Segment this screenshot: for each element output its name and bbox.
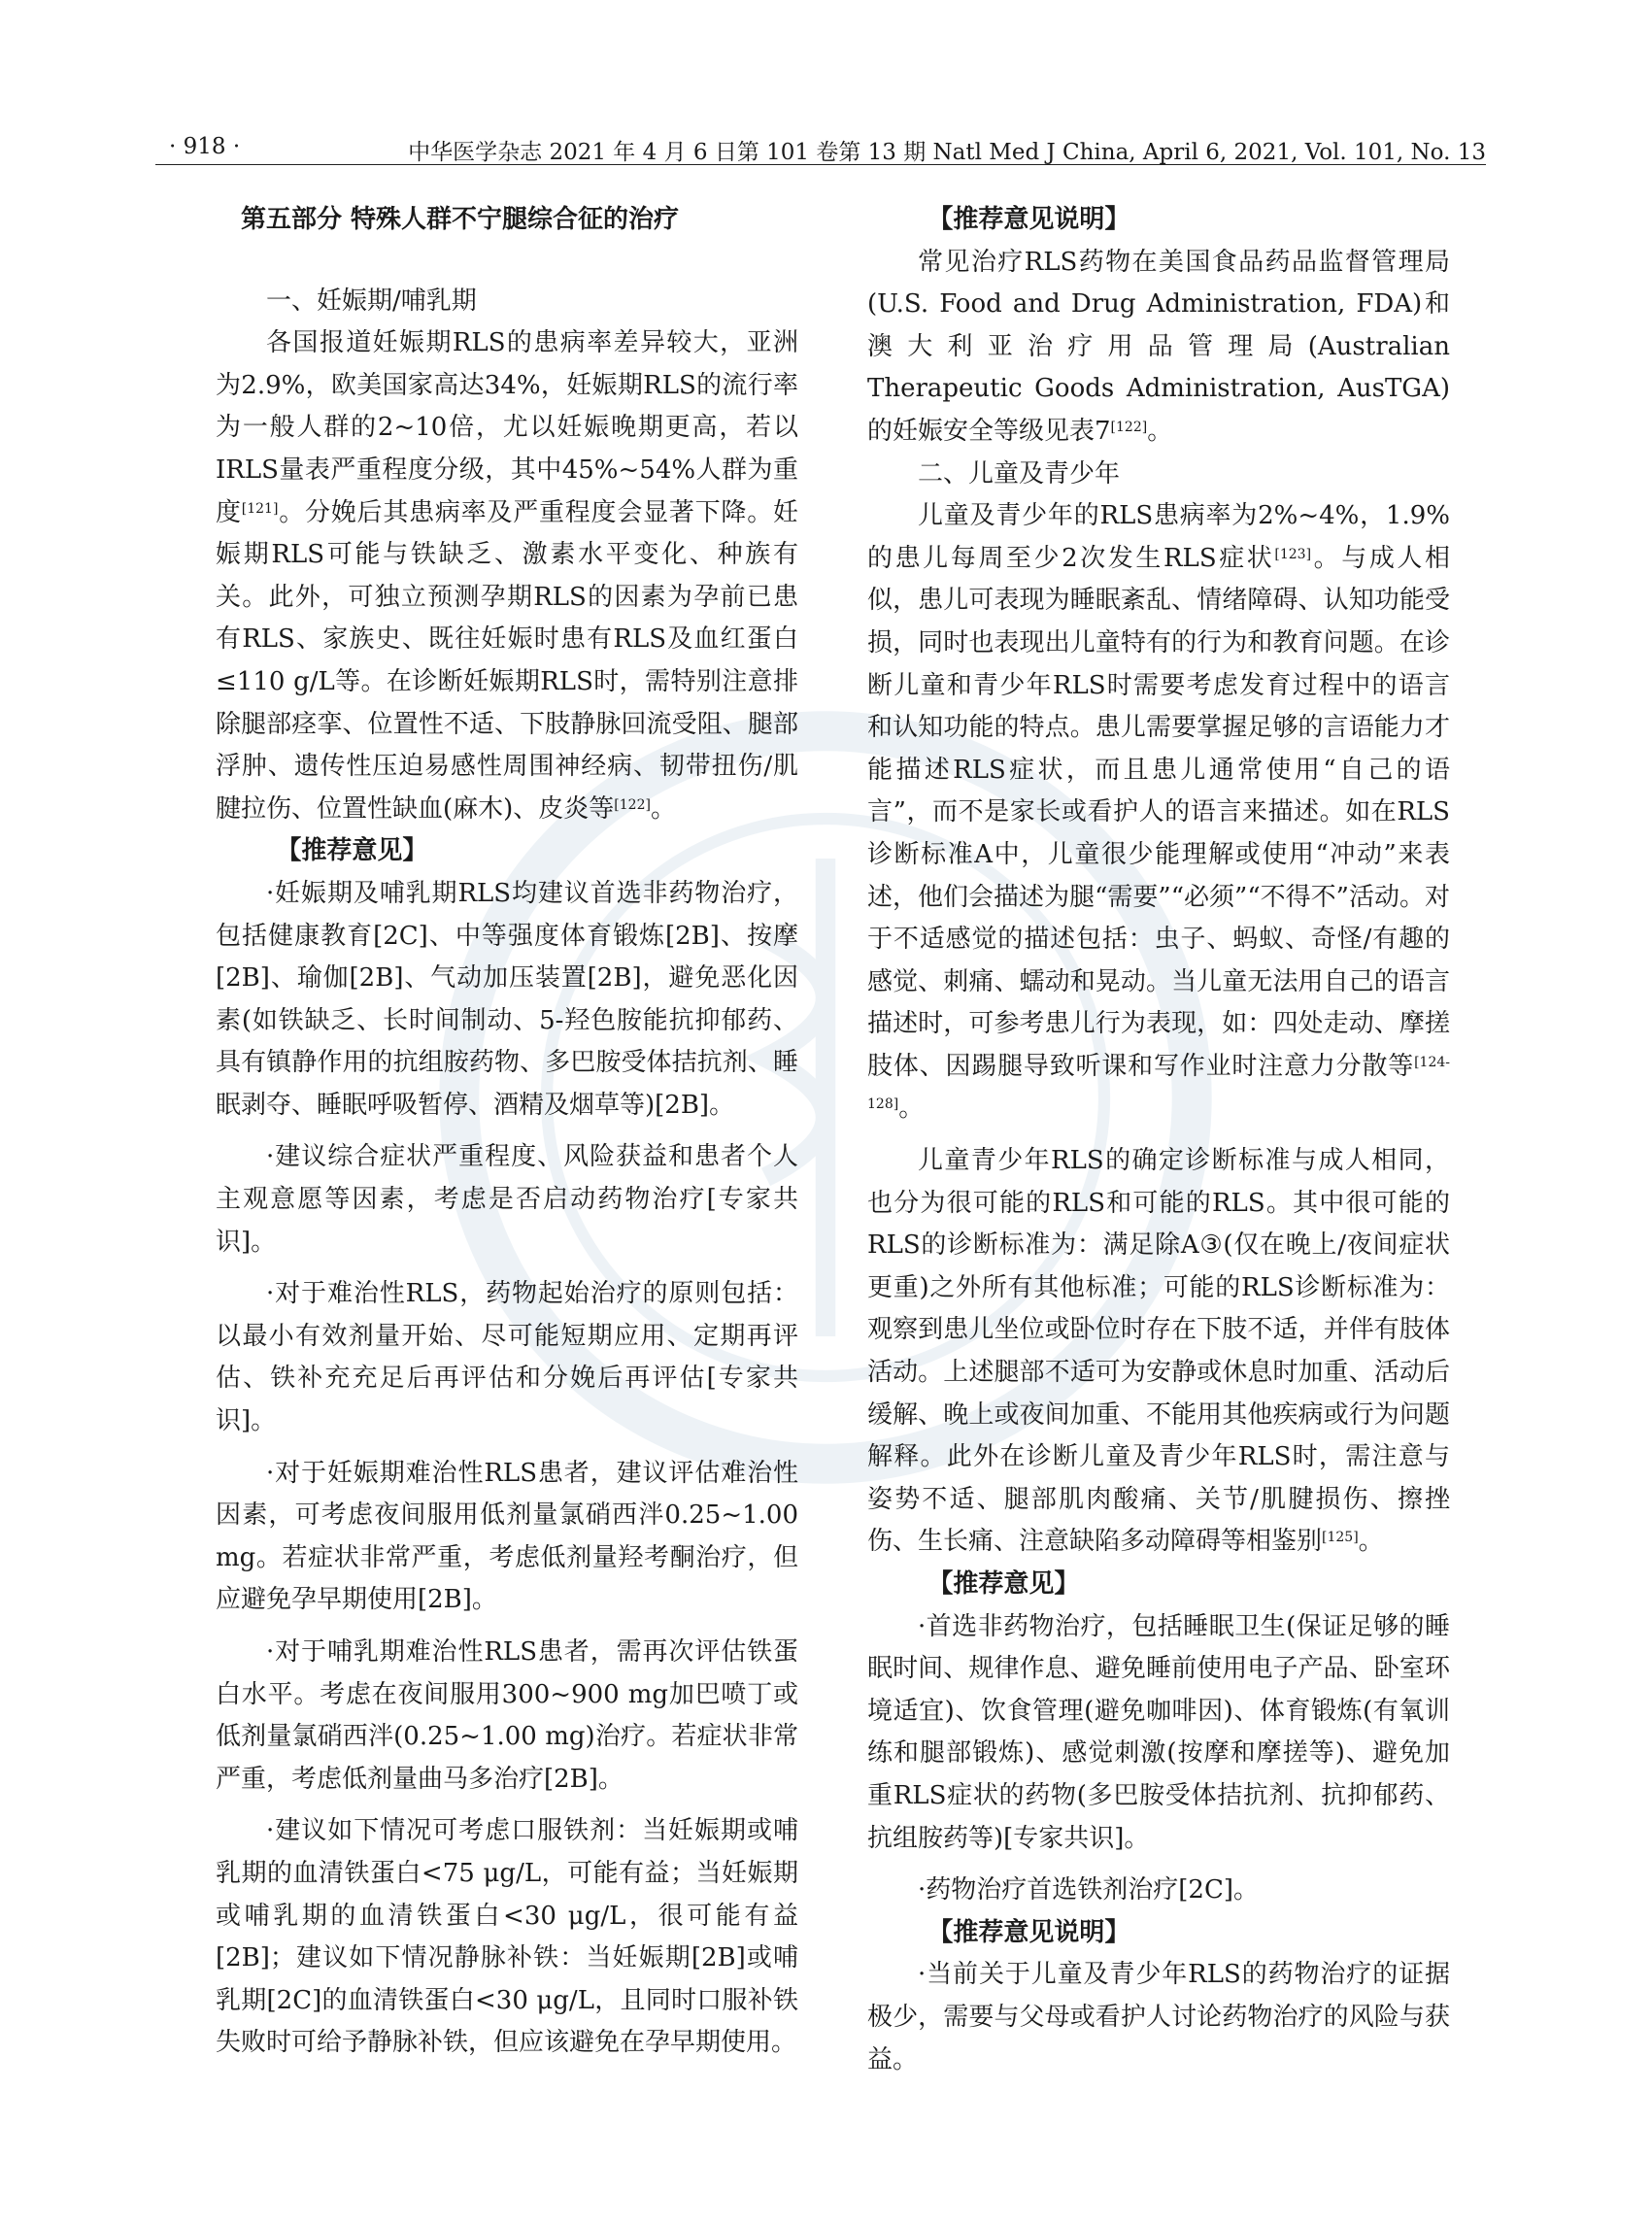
recommendation-item: ·建议综合症状严重程度、风险获益和患者个人主观意愿等因素，考虑是否启动药物治疗[专家共识]。 — [216, 1142, 798, 1257]
paragraph-text: 各国报道妊娠期RLS的患病率差异较大，亚洲为2.9%，欧美国家高达34%，妊娠期RLS的流行率为一般人群的2~10倍，尤以妊娠晚期更高，若以IRLS量表严重程度分级，其中45%~54%人群为重度 — [216, 328, 798, 527]
paragraph-pregnancy-prevalence — [216, 322, 798, 830]
recommendation-item: ·对于妊娠期难治性RLS患者，建议评估难治性因素，可考虑夜间服用低剂量氯硝西泮0.25~1.00 mg。若症状非常严重，考虑低剂量羟考酮治疗，但应避免孕早期使用[2B]。 — [216, 1458, 798, 1615]
recommendation-label: 【推荐意见】 — [276, 836, 428, 866]
subhead-pregnancy: 一、妊娠期/哺乳期 — [266, 286, 477, 316]
journal-citation: 中华医学杂志 2021 年 4 月 6 日第 101 卷第 13 期 Natl Med J China, April 6, 2021, Vol. 101, No. 13 — [408, 140, 1486, 165]
reference-123: [123] — [1274, 546, 1312, 562]
subhead-children: 二、儿童及青少年 — [918, 458, 1121, 489]
paragraph-text: 。 — [1358, 1527, 1384, 1557]
paragraph-text: 。 — [650, 793, 676, 824]
reference-122: [122] — [614, 796, 651, 813]
paragraph-text: 常见治疗RLS药物在美国食品药品监督管理局(U.S. Food and Drug Administration, FDA)和澳大利亚治疗用品管理局(Australian Therapeutic Goods Administration, AusTGA)的妊娠安全等级见表7 — [867, 247, 1450, 446]
recommendation-item: ·当前关于儿童及青少年RLS的药物治疗的证据极少，需要与父母或看护人讨论药物治疗的风险与获益。 — [867, 1960, 1450, 2074]
recommendation-note-label: 【推荐意见说明】 — [927, 205, 1130, 234]
paragraph-drug-safety — [867, 242, 1450, 454]
section-title: 第五部分 特殊人群不宁腿综合征的治疗 — [241, 205, 680, 234]
reference-125: [125] — [1322, 1530, 1359, 1546]
recommendation-item: ·对于难治性RLS，药物起始治疗的原则包括：以最小有效剂量开始、尽可能短期应用、定期再评估、铁补充充足后再评估和分娩后再评估[专家共识]。 — [216, 1279, 798, 1436]
recommendation-item: ·建议如下情况可考虑口服铁剂：当妊娠期或哺乳期的血清铁蛋白<75 μg/L，可能有益；当妊娠期或哺乳期的血清铁蛋白<30 μg/L，很可能有益[2B]；建议如下情况静脉补铁：当妊娠期[2B]或哺乳期[2C]的血清铁蛋白<30 μg/L，且同时口服补铁失败时可给予静脉补铁，但应该避免在孕早期使用。 — [216, 1816, 798, 2058]
recommendation-note-label: 【推荐意见说明】 — [927, 1917, 1130, 1947]
reference-122: [122] — [1110, 419, 1148, 435]
paragraph-text: 。与成人相似，患儿可表现为睡眠紊乱、情绪障碍、认知功能受损，同时也表现出儿童特有的行为和教育问题。在诊断儿童和青少年RLS时需要考虑发育过程中的语言和认知功能的特点。患儿需要掌握足够的言语能力才能描述RLS症状，而且患儿通常使用“自己的语言”，而不是家长或看护人的语言来描述。如在RLS诊断标准A中，儿童很少能理解或使用“冲动”来表述，他们会描述为腿“需要”“必须”“不得不”活动。对于不适感觉的描述包括：虫子、蚂蚁、奇怪/有趣的感觉、刺痛、蠕动和晃动。当儿童无法用自己的语言描述时，可参考患儿行为表现，如：四处走动、摩搓肢体、因踢腿导致听课和写作业时注意力分散等 — [867, 543, 1450, 1081]
paragraph-text: 。 — [898, 1094, 925, 1124]
recommendation-item: ·药物治疗首选铁剂治疗[2C]。 — [918, 1875, 1259, 1905]
reference-124-128: [124-128] — [867, 1054, 1450, 1113]
page-number: · 918 · — [169, 134, 241, 159]
paragraph-text: 。分娩后其患病率及严重程度会显著下降。妊娠期RLS可能与铁缺乏、激素水平变化、种族有关。此外，可独立预测孕期RLS的因素为孕前已患有RLS、家族史、既往妊娠时患有RLS及血红蛋白≤110 g/L等。在诊断妊娠期RLS时，需特别注意排除腿部痉挛、位置性不适、下肢静脉回流受阻、腿部浮肿、遗传性压迫易感性周围神经病、韧带扭伤/肌腱拉伤、位置性缺血(麻木)、皮炎等 — [216, 497, 798, 824]
recommendation-item: ·对于哺乳期难治性RLS患者，需再次评估铁蛋白水平。考虑在夜间服用300~900 mg加巴喷丁或低剂量氯硝西泮(0.25~1.00 mg)治疗。若症状非常严重，考虑低剂量曲马多治疗[2B]。 — [216, 1637, 798, 1794]
paragraph-text: 儿童及青少年的RLS患病率为2%~4%，1.9%的患儿每周至少2次发生RLS症状 — [867, 501, 1450, 573]
right-column — [867, 199, 1450, 2081]
paragraph-children-diagnosis — [867, 1140, 1450, 1564]
paragraph-text: 儿童青少年RLS的确定诊断标准与成人相同，也分为很可能的RLS和可能的RLS。其中很可能的RLS的诊断标准为：满足除A③(仅在晚上/夜间症状更重)之外所有其他标准；可能的RLS诊断标准为：观察到患儿坐位或卧位时存在下肢不适，并伴有肢体活动。上述腿部不适可为安静或休息时加重、活动后缓解、晚上或夜间加重、不能用其他疾病或行为问题解释。此外在诊断儿童及青少年RLS时，需注意与姿势不适、腿部肌肉酸痛、关节/肌腱损伤、擦挫伤、生长痛、注意缺陷多动障碍等相鉴别 — [867, 1146, 1450, 1557]
paragraph-text: 。 — [1147, 416, 1173, 446]
left-column — [216, 199, 798, 2065]
header-rule — [155, 164, 1486, 165]
recommendation-item: ·首选非药物治疗，包括睡眠卫生(保证足够的睡眠时间、规律作息、避免睡前使用电子产品、卧室环境适宜)、饮食管理(避免咖啡因)、体育锻炼(有氧训练和腿部锻炼)、感觉刺激(按摩和摩搓等)、避免加重RLS症状的药物(多巴胺受体拮抗剂、抗抑郁药、抗组胺药等)[专家共识]。 — [867, 1611, 1450, 1853]
recommendation-item: ·妊娠期及哺乳期RLS均建议首选非药物治疗，包括健康教育[2C]、中等强度体育锻炼[2B]、按摩[2B]、瑜伽[2B]、气动加压装置[2B]，避免恶化因素(如铁缺乏、长时间制动、5-羟色胺能抗抑郁药、具有镇静作用的抗组胺药物、多巴胺受体拮抗剂、睡眠剥夺、睡眠呼吸暂停、酒精及烟草等)[2B]。 — [216, 878, 798, 1120]
page-header — [155, 128, 1486, 165]
reference-121: [121] — [241, 500, 279, 517]
paragraph-children-prevalence — [867, 495, 1450, 1130]
recommendation-label: 【推荐意见】 — [927, 1569, 1080, 1599]
